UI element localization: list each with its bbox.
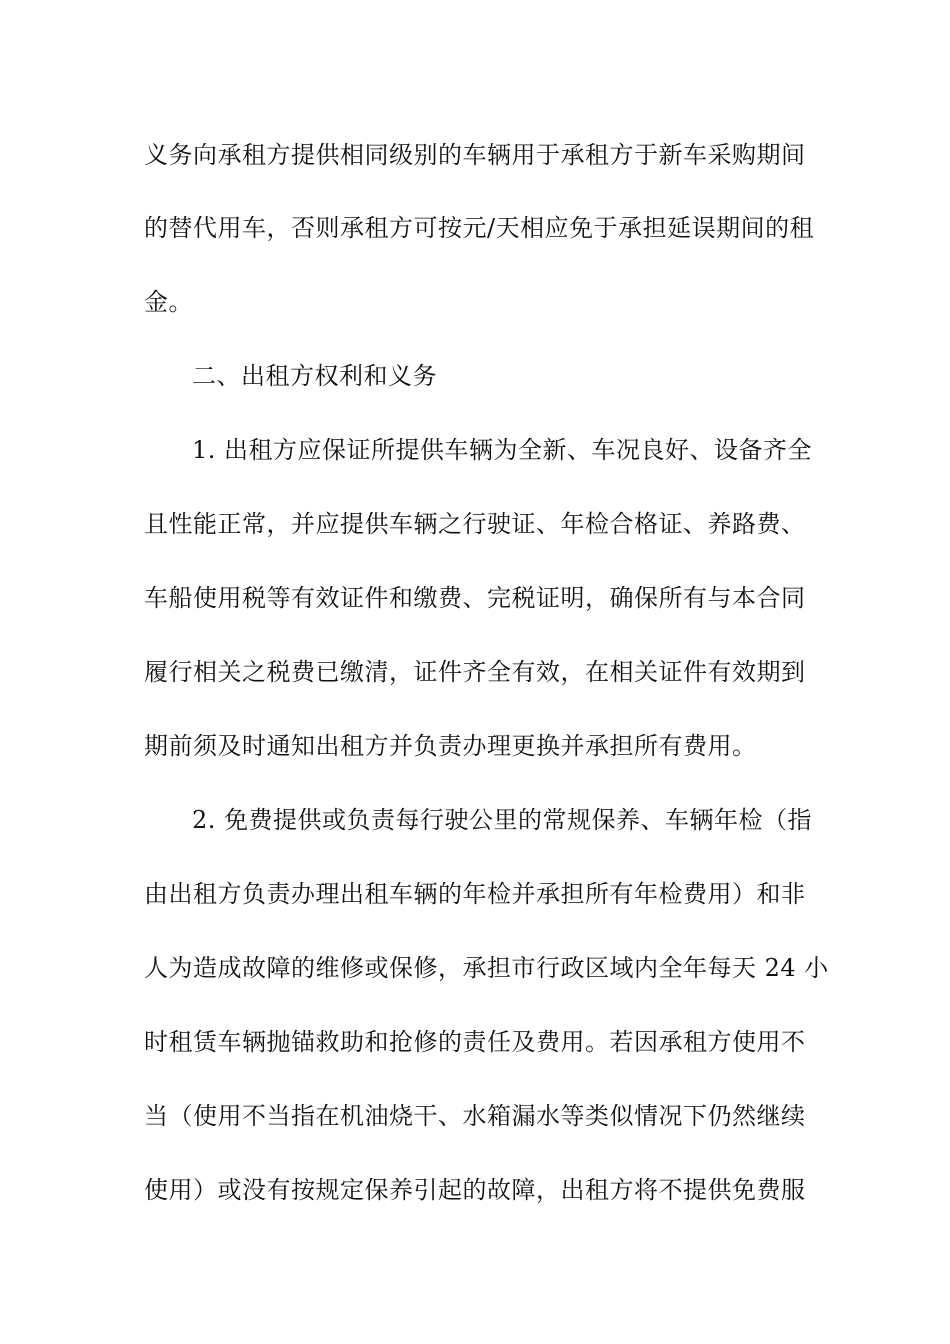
text-line: 使用）或没有按规定保养引起的故障，出租方将不提供免费服 [144, 1176, 806, 1204]
text-line: 人为造成故障的维修或保修，承担市行政区域内全年每天 24 小 [144, 954, 829, 982]
text-line: 时租赁车辆抛锚救助和抢修的责任及费用。若因承租方使用不 [144, 1028, 806, 1056]
text-line: 2. 免费提供或负责每行驶公里的常规保养、车辆年检（指 [192, 806, 813, 834]
text-line: 义务向承租方提供相同级别的车辆用于承租方于新车采购期间 [144, 141, 806, 169]
text-line: 1. 出租方应保证所提供车辆为全新、车况良好、设备齐全 [192, 436, 813, 464]
section-heading: 二、出租方权利和义务 [192, 362, 437, 390]
text-line: 且性能正常，并应提供车辆之行驶证、年检合格证、养路费、 [144, 510, 806, 538]
text-line: 车船使用税等有效证件和缴费、完税证明，确保所有与本合同 [144, 584, 806, 612]
text-line: 当（使用不当指在机油烧干、水箱漏水等类似情况下仍然继续 [144, 1102, 806, 1130]
text-line: 履行相关之税费已缴清，证件齐全有效，在相关证件有效期到 [144, 658, 806, 686]
text-line: 期前须及时通知出租方并负责办理更换并承担所有费用。 [144, 732, 757, 760]
text-line: 由出租方负责办理出租车辆的年检并承担所有年检费用）和非 [144, 880, 806, 908]
text-line: 的替代用车，否则承租方可按元/天相应免于承担延误期间的租 [144, 214, 815, 242]
text-line: 金。 [144, 288, 193, 316]
